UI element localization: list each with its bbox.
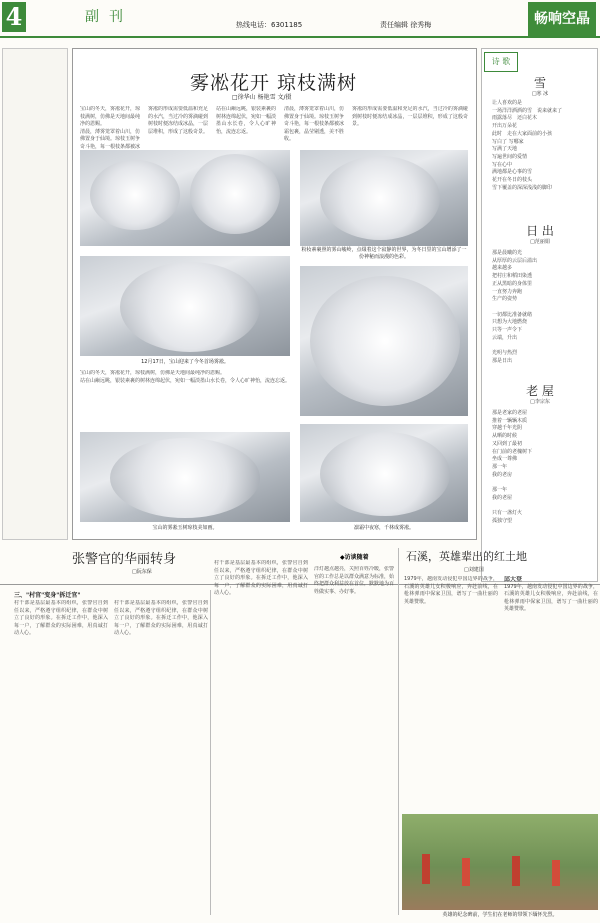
poem-line [492,479,590,487]
paragraph: 村干部是基层最基本的组织，张警官自到任以来，严格遵守组织纪律，在群众中树立了良好的形象。在拆迁工作中，他深入每一户，了解群众的实际困难，用真诚打动人心。 [214,560,308,597]
photo-caption-1: 粉妆素裹照的雾山峻岭，点缀着这个寂静的世界，为冬日里的宝山增添了一份神秘而浪漫的色彩。 [301,247,467,260]
column-divider [398,548,399,915]
paragraph: 村干部是基层最基本的组织，张警官自到任以来，严格遵守组织纪律，在群众中树立了良好的形象。在拆迁工作中，他深入每一户，了解群众的实际困难，用真诚打动人心。 [14,600,108,637]
feature-text-col6 [80,370,290,430]
article1-title: 张警官的华丽转身 [72,552,177,567]
poem-line: 从晒的时候 [492,433,518,440]
poem-title-3: 老 屋 [526,384,554,398]
poem-line: 花开在冬日的枝头 [492,177,533,184]
poem-line: 写满了天地 [492,146,518,153]
poem-line: 满地都是心事的雪 [492,169,533,176]
poem-body-1 [492,100,590,192]
paragraph: 1979年，越南发动侵犯中国边界的战争，石溪的英雄儿女积极响应，奔赴前线，在枪林弹雨中保家卫国，谱写了一曲壮丽的英雄赞歌。 [504,583,598,613]
poem-line: 推着一辆辆木质 [492,417,528,424]
paragraph: 村干部是基层最基本的组织，张警官自到任以来，严格遵守组织纪律，在群众中树立了良好的形象。在拆迁工作中，他深入每一户，了解群众的实际困难，用真诚打动人心。 [114,600,208,637]
poem-line: 在门前的老槐树下 [492,448,533,455]
poem-line: 穿越千年光阴 [492,425,523,432]
article3-col1 [404,576,498,812]
poem-line: 把村庄和稻田染透 [492,273,533,280]
poem-line: 一场洋洋洒洒的雪 说来就来了 [492,107,563,114]
poem-body-2 [492,250,590,366]
photo-caption-2: 12月17日，宝山迎来了今冬首场雾凇。 [141,359,229,365]
photo-caption-3: 宝山的雾凇玉树琼枝美如画。 [152,525,218,531]
feature-title: 雾凇花开 琼枝满树 [189,72,358,94]
header-rule [0,36,600,38]
poem-author-2: □范丽娟 [530,239,550,245]
article1-col3 [214,560,308,915]
column-divider [210,590,211,915]
photo-3 [80,256,290,356]
section-name: 副刊 [85,9,133,25]
poem-line: 写白了 写哪家 [492,138,524,145]
poem-line: 此时 走在大家面前的小孩 [492,130,553,137]
photo-2 [300,150,468,246]
photo-1 [80,150,290,246]
poetry-tag: 诗 歌 [484,52,518,72]
poem-line: 我的老房 [492,471,513,478]
poem-line: 孤独守望 [492,517,513,524]
article3-subhead: 邱大登 [504,576,523,583]
poem-author-3: □李宗东 [530,399,550,405]
paragraph: 宝山的冬天，雾凇花开，琼枝满树，仿佛是天地间最纯净的恩赐。 [80,106,140,128]
article3-title: 石溪，英雄辈出的红土地 [406,550,527,563]
poem-line: 只想为大地燃烧 [492,319,528,326]
masthead-logo: 畅响空晶 [528,2,596,36]
poem-line: 只有一盏灯火 [492,510,523,517]
poem-line: 那是老家的老屋 [492,410,528,416]
paragraph: 清晨，薄雾笼罩着山川，仿佛置身于仙境。琼枝玉树争奇斗艳，每一根枝条都被冰 [80,128,140,150]
poem-line: 写遍世间的爱情 [492,153,528,160]
poem-line: 雨露落尽 还白花木 [492,115,538,122]
article1-author: □阮东保 [132,569,152,575]
poem-line: 我的老屋 [492,494,513,501]
poem-line: 坐成一尊佛 [492,456,518,463]
paragraph: 洋灯越点越亮，关照百姓冷暖，张警官的工作总是以群众满意为标准，始终把群众利益放在首位，默默地为百姓做实事、办好事。 [314,566,394,595]
poem-line: 光明与热烈 [492,350,518,357]
paragraph: 雾凇的形成需要低温和充足的水汽，当过冷的雾滴碰到树枝时便冻结成冰晶，一层层堆积，形成了这般奇景。 [352,106,468,128]
poem-line: 一直努力奔跑 [492,288,523,295]
editor-info: 责任编辑 徐秀梅 [380,21,432,29]
poem-line: 一切都比准备就绪 [492,311,533,318]
poem-line [492,342,590,350]
article1-col2 [114,600,208,915]
paragraph: 站在山巅远眺，银装素裹的树林连绵起伏，宛如一幅淡墨山水长卷，令人心旷神怡，流连忘返。 [216,106,276,135]
article3-photo-caption: 英雄的纪念碑前，学生们在老师的带领下缅怀先烈。 [442,912,558,918]
poem-title-2: 日 出 [526,224,554,238]
article3-col2 [504,576,598,812]
paragraph: 雾凇的形成需要低温和充足的水汽，当过冷的雾滴碰到树枝时便冻结成冰晶，一层层堆积，形成了这般奇景。 [148,106,208,135]
photo-6 [300,424,468,522]
article1-subhead: 三、"村官"变身"拆迁官" [14,592,81,599]
poem-line [492,502,590,510]
poem-line: 云端，升出 [492,334,518,341]
poem-line: 雪下覆盖的深深浅浅的脚印 [492,184,553,191]
photo-4 [300,266,468,416]
poem-line: 越来越多 [492,265,513,272]
poem-line: 开出万朵花 [492,123,518,130]
paragraph: 1979年，越南发动侵犯中国边界的战争，石溪的英雄儿女积极响应，奔赴前线，在枪林弹雨中保家卫国，谱写了一曲壮丽的英雄赞歌。 [404,576,498,605]
poem-author-1: □寒 冰 [531,91,549,97]
poem-line: 生产的姿势 [492,296,518,303]
article2-tag: ◆访谈随着 [340,554,369,561]
poem-line: 那是日出 [492,357,513,364]
poem-line: 那一年 [492,487,508,494]
feature-text-col5 [352,106,468,156]
article1-col1 [14,600,108,915]
poem-line: 又回到了最初 [492,440,523,447]
paragraph: 站在山巅远眺，银装素裹的树林连绵起伏，宛如一幅淡墨山水长卷，令人心旷神怡，流连忘返。 [80,377,290,384]
paragraph: 宝山的冬天，雾凇花开，琼枝满树，仿佛是天地间最纯净的恩赐。 [80,370,226,376]
poem-line: 让人喜欢的是 [492,100,523,106]
feature-byline: □徐华山 杨艳雪 文/摄 [232,94,292,101]
poem-line: 那是晨曦的光 [492,250,523,256]
poem-body-3 [492,410,590,526]
page-number: 4 [2,2,26,32]
photo-caption-4: 凛霜中夜寒，千林成雾凇。 [353,525,414,531]
hotline: 热线电话：6301185 [236,21,303,29]
article3-author: □刘建国 [464,567,484,573]
poem-line: 那一年 [492,463,508,470]
article3-photo [402,814,598,910]
photo-5 [80,432,290,522]
poem-title-1: 雪 [533,76,546,90]
article2-text [314,566,394,915]
poem-line: 从厚厚的云层后溢出 [492,257,538,264]
poem-line: 正从黑暗的身体里 [492,280,533,287]
poem-line: 只等一声令下 [492,327,523,334]
poem-line [492,304,590,312]
sidebar-panel [2,48,68,540]
paragraph: 清晨，薄雾笼罩着山川，仿佛置身于仙境。琼枝玉树争奇斗艳，每一根枝条都被冰霜包裹，晶莹剔透，美不胜收。 [284,106,344,143]
poem-line: 写在心中 [492,161,513,168]
